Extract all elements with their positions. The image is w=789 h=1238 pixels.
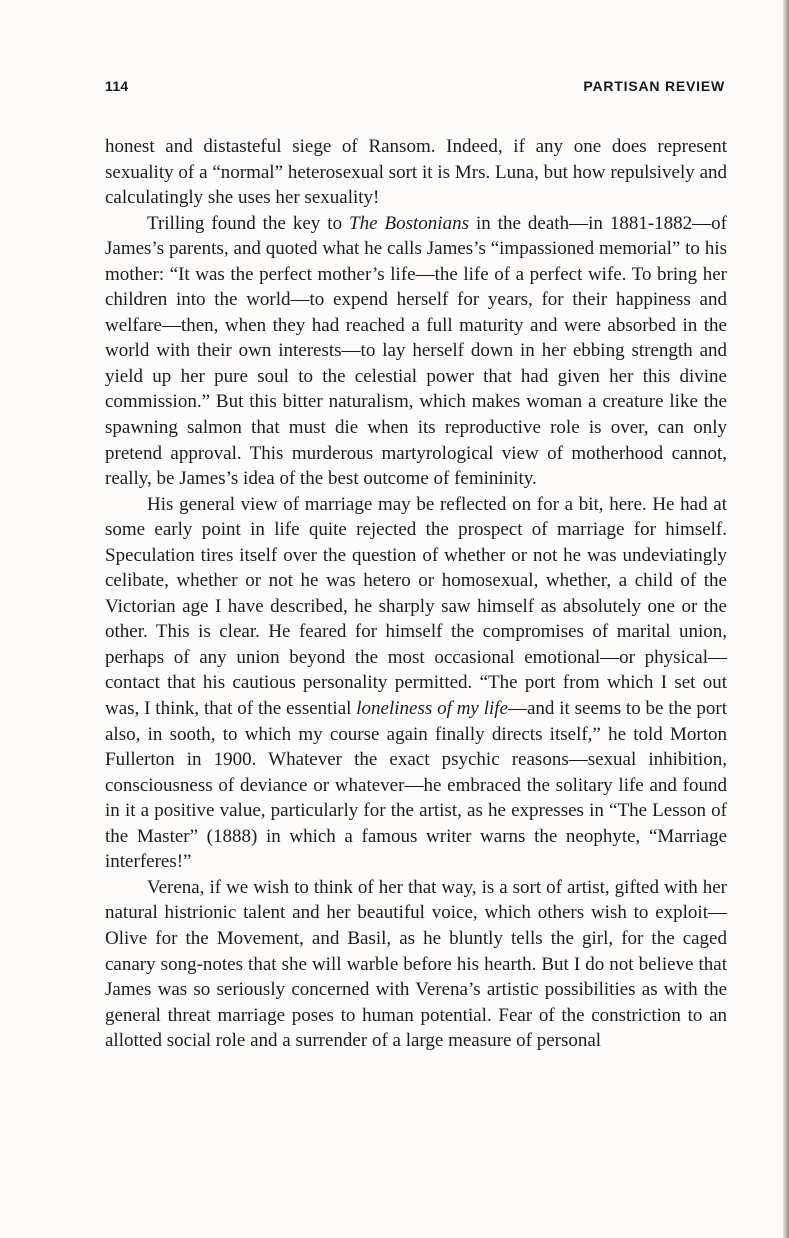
- text-segment: Verena, if we wish to think of her that way, is a sort of artist, gifted with her natural histrionic talent and her beautiful voice, which others wish to exploit—Olive for the Movement, and Basil, as he bluntly tells the girl, for the caged canary song-notes that she will warble before his hearth. But I do not believe that James was so seriously concerned with Verena’s artistic possibilities as with the general threat marriage poses to human potential. Fear of the constriction to an allotted social role and a surrender of a large measure of personal: [105, 876, 727, 1052]
- book-title-italic: The Bostonians: [349, 212, 469, 234]
- page-header: [105, 78, 725, 102]
- text-segment: Trilling found the key to: [147, 212, 350, 234]
- paragraph-1: [105, 134, 727, 211]
- text-segment: in the death—in 1881-1882—of James’s parents, and quoted what he calls James’s “impassioned memorial” to his mother: “It was the perfect mother’s life—the life of a perfect wife. To bring her children into the world—to expend herself for years, for their happiness and welfare—then, when they had reached a full maturity and were absorbed in the world with their own interests—to lay herself down in her ebbing strength and yield up her pure soul to the celestial power that had given her this divine commission.” But this bitter naturalism, which makes woman a creature like the spawning salmon that must die when its reproductive role is over, can only pretend approval. This murderous martyrological view of motherhood cannot, really, be James’s idea of the best outcome of femininity.: [105, 212, 727, 490]
- paragraph-2: [105, 211, 727, 492]
- page-number: 114: [105, 78, 129, 94]
- running-head: PARTISAN REVIEW: [583, 78, 725, 94]
- text-segment: —and it seems to be the port also, in sooth, to which my course again finally directs itself,” he told Morton Fullerton in 1900. Whatever the exact psychic reasons—sexual inhibition, consciousness of deviance or whatever—he embraced the solitary life and found in it a positive value, particularly for the artist, as he expresses in “The Lesson of the Master” (1888) in which a famous writer warns the neophyte, “Marriage interferes!”: [105, 698, 727, 873]
- body-text: [105, 134, 727, 1054]
- page-edge-shadow: [783, 0, 789, 1238]
- paragraph-3: [105, 492, 727, 875]
- paragraph-4: [105, 875, 727, 1054]
- text-segment: His general view of marriage may be reflected on for a bit, here. He had at some early point in life quite rejected the prospect of marriage for himself. Speculation tires itself over the question of whether or not he was undeviatingly celibate, whether or not he was hetero or homosexual, whether, a child of the Victorian age I have described, he sharply saw himself as absolutely one or the other. This is clear. He feared for himself the compromises of marital union, perhaps of any union beyond the most occasional emotional—or physical—contact that his cautious personality permitted. “The port from which I set out was, I think, that of the essential: [105, 493, 727, 720]
- quote-italic: loneliness of my life: [356, 698, 508, 720]
- text-segment: honest and distasteful siege of Ransom. Indeed, if any one does represent sexuality of a “normal” heterosexual sort it is Mrs. Luna, but how repulsively and calculatingly she uses her sexuality!: [105, 136, 727, 209]
